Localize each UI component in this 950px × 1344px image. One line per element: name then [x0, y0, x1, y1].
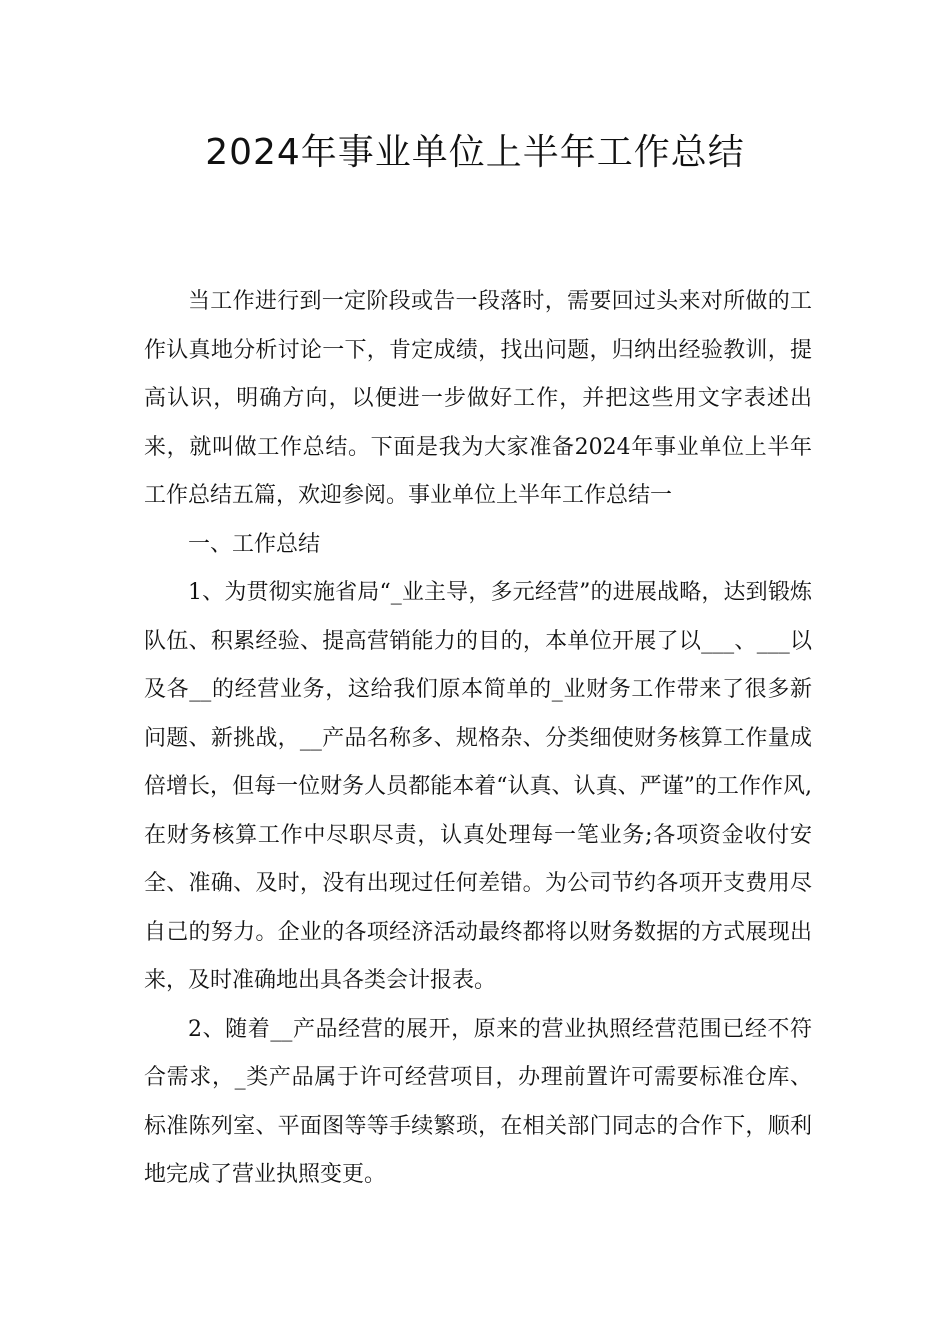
document-title: 2024年事业单位上半年工作总结 [205, 132, 745, 173]
paragraph-item-2: 2、随着__产品经营的展开，原来的营业执照经营范围已经不符合需求，_类产品属于许可经营项目，办理前置许可需要标准仓库、标准陈列室、平面图等等手续繁琐，在相关部门同志的合作下，顺利地完成了营业执照变更。 [144, 1016, 812, 1187]
intro-paragraph: 当工作进行到一定阶段或告一段落时，需要回过头来对所做的工作认真地分析讨论一下，肯定成绩，找出问题，归纳出经验教训，提高认识，明确方向，以便进一步做好工作，并把这些用文字表述出来，就叫做工作总结。下面是我为大家准备2024年事业单位上半年工作总结五篇，欢迎参阅。事业单位上半年工作总结一 [144, 289, 812, 508]
paragraph-item-1: 1、为贯彻实施省局“_业主导，多元经营”的进展战略，达到锻炼队伍、积累经验、提高营销能力的目的，本单位开展了以___、___以及各__的经营业务，这给我们原本简单的_业财务工作带来了很多新问题、新挑战，__产品名称多、规格杂、分类细使财务核算工作量成倍增长，但每一位财务人员都能本着“认真、认真、严谨”的工作作风,在财务核算工作中尽职尽责，认真处理每一笔业务;各项资金收付安全、准确、及时，没有出现过任何差错。为公司节约各项开支费用尽自己的努力。企业的各项经济活动最终都将以财务数据的方式展现出来，及时准确地出具各类会计报表。 [144, 580, 812, 993]
document-body [144, 278, 812, 1200]
section-heading: 一、工作总结 [188, 531, 321, 557]
